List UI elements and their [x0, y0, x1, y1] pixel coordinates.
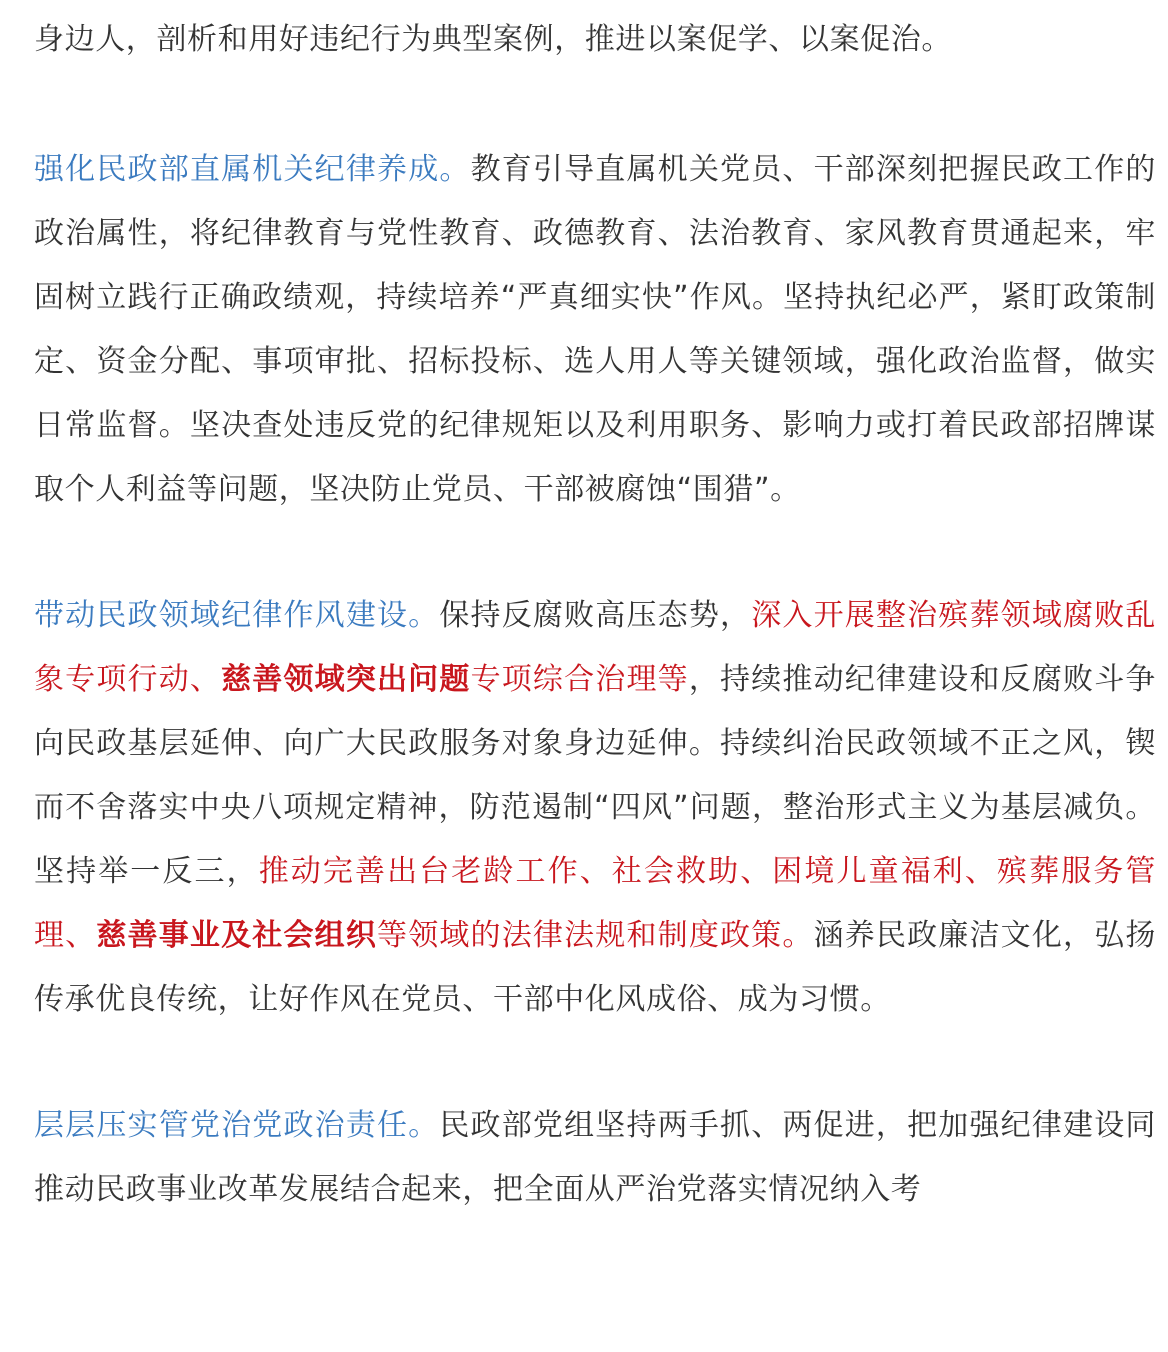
paragraph-lead-heading: 强化民政部直属机关纪律养成。 — [34, 152, 471, 187]
highlight-bold-text: 慈善领域突出问题 — [221, 662, 471, 697]
highlight-bold-text: 慈善事业及社会组织 — [96, 918, 378, 953]
paragraph-party-responsibility — [34, 1094, 1156, 1222]
highlight-text: 等领域的法律法规和制度政策。 — [377, 918, 814, 953]
highlight-text: 专项综合治理等 — [470, 662, 689, 697]
paragraph-text: 民政部党组坚持两手抓、两促进，把加强纪律建设同推动民政事业改革发展结合起来，把全面从严治党落实情况纳入考 — [34, 1108, 1156, 1207]
paragraph-discipline-cultivation — [34, 138, 1156, 522]
paragraph-text: 身边人，剖析和用好违纪行为典型案例，推进以案促学、以案促治。 — [34, 22, 952, 57]
paragraph-field-discipline — [34, 584, 1156, 1032]
highlight-text: 推动完善出台老龄工作、社会救助、困境儿童福利、殡葬服务管理、 — [34, 854, 1156, 953]
article-body — [34, 8, 1156, 1284]
paragraph-lead-heading: 带动民政领域纪律作风建设。 — [34, 598, 440, 633]
paragraph-text: 保持反腐败高压态势， — [439, 598, 752, 633]
paragraph-text: ，持续推动纪律建设和反腐败斗争向民政基层延伸、向广大民政服务对象身边延伸。持续纠治民政领域不正之风，锲而不舍落实中央八项规定精神，防范遏制“四风”问题，整治形式主义为基层减负。坚持举一反三， — [34, 662, 1156, 889]
paragraph-lead-heading: 层层压实管党治党政治责任。 — [34, 1108, 440, 1143]
highlight-text: 深入开展整治殡葬领域腐败乱象专项行动、 — [34, 598, 1156, 697]
paragraph-text: 涵养民政廉洁文化，弘扬传承优良传统，让好作风在党员、干部中化风成俗、成为习惯。 — [34, 918, 1156, 1017]
paragraph-text: 教育引导直属机关党员、干部深刻把握民政工作的政治属性，将纪律教育与党性教育、政德教育、法治教育、家风教育贯通起来，牢固树立践行正确政绩观，持续培养“严真细实快”作风。坚持执纪必严，紧盯政策制定、资金分配、事项审批、招标投标、选人用人等关键领域，强化政治监督，做实日常监督。坚决查处违反党的纪律规矩以及利用职务、影响力或打着民政部招牌谋取个人利益等问题，坚决防止党员、干部被腐蚀“围猎”。 — [34, 152, 1156, 507]
paragraph-intro-tail — [34, 8, 1156, 72]
